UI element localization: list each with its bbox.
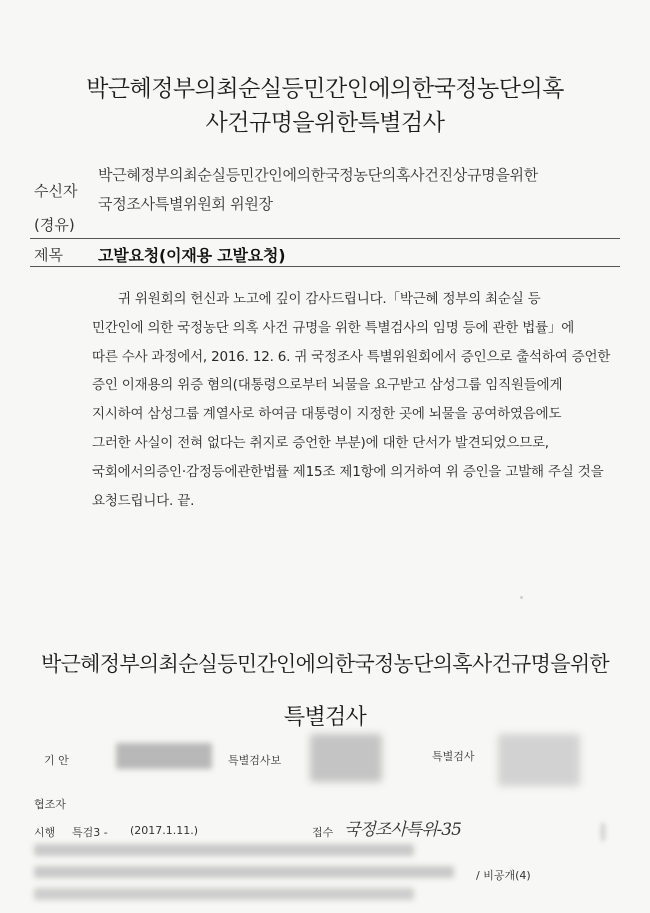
- body-line: 민간인에 의한 국정농단 의혹 사건 규명을 위한 특별검사의 임명 등에 관한 법률」에: [92, 319, 575, 336]
- scan-smudge: [600, 822, 606, 842]
- enforcement-label: 시행: [34, 826, 56, 839]
- redacted-address-line-2: [34, 866, 454, 878]
- document-title-line-1: 박근혜정부의최순실등민간인에의한국정농단의혹: [86, 76, 564, 102]
- subject-text: 고발요청(이재용 고발요청): [98, 246, 286, 265]
- recipient-label: 수신자: [34, 182, 78, 200]
- body-line: 지시하여 삼성그룹 계열사로 하여금 대통령이 지정한 곳에 뇌물을 공여하였음에도: [92, 406, 562, 423]
- divider-bottom: [30, 266, 620, 267]
- redacted-address-line-3: [34, 888, 414, 900]
- recipient-line-2: 국정조사특별위원회 위원장: [98, 195, 273, 213]
- redacted-drafter-name: [116, 743, 212, 769]
- redacted-address-line-1: [34, 844, 414, 856]
- scan-speck: [520, 596, 523, 599]
- receipt-label: 접수: [312, 826, 334, 839]
- body-line: 국회에서의증인·감정등에관한법률 제15조 제1항에 의거하여 위 증인을 고발해 주실 것을: [92, 463, 604, 480]
- divider-top: [30, 238, 620, 239]
- body-line: 증인 이재용의 위증 혐의(대통령으로부터 뇌물을 요구받고 삼성그룹 임직원들에게: [92, 377, 563, 394]
- special-prosecutor-label: 특별검사: [432, 750, 475, 763]
- enforcement-date: (2017.1.11.): [130, 824, 199, 837]
- disclosure-status: / 비공개(4): [476, 869, 531, 882]
- body-line: 귀 위원회의 헌신과 노고에 깊이 감사드립니다.「박근혜 정부의 최순실 등: [118, 291, 541, 307]
- enforcement-number: 특검3 -: [72, 826, 108, 839]
- footer-org-line-1: 박근혜정부의최순실등민간인에의한국정농단의혹사건규명을위한: [41, 652, 609, 676]
- document-title-line-2: 사건규명을위한특별검사: [205, 110, 445, 136]
- redacted-special-prosecutor-signature: [498, 734, 580, 786]
- assistant-prosecutor-label: 특별검사보: [228, 754, 282, 767]
- body-paragraph: [92, 285, 620, 515]
- footer-org-line-2: 특별검사: [283, 705, 367, 730]
- body-line: 따른 수사 과정에서, 2016. 12. 6. 귀 국정조사 특별위원회에서 증인으로 출석하여 증언한: [92, 348, 611, 365]
- redacted-assistant-signature: [310, 734, 382, 782]
- via-label: (경유): [34, 216, 75, 234]
- recipient-line-1: 박근혜정부의최순실등민간인에의한국정농단의혹사건진상규명을위한: [98, 166, 538, 184]
- drafter-label: 기 안: [44, 754, 69, 767]
- body-line: 요청드립니다. 끝.: [92, 492, 195, 509]
- receipt-number-handwritten: 국정조사특위-35: [344, 820, 461, 840]
- cooperator-label: 협조자: [34, 798, 66, 811]
- subject-label: 제목: [34, 246, 63, 264]
- body-line: 그러한 사실이 전혀 없다는 취지로 증언한 부분)에 대한 단서가 발견되었으므로,: [92, 434, 549, 451]
